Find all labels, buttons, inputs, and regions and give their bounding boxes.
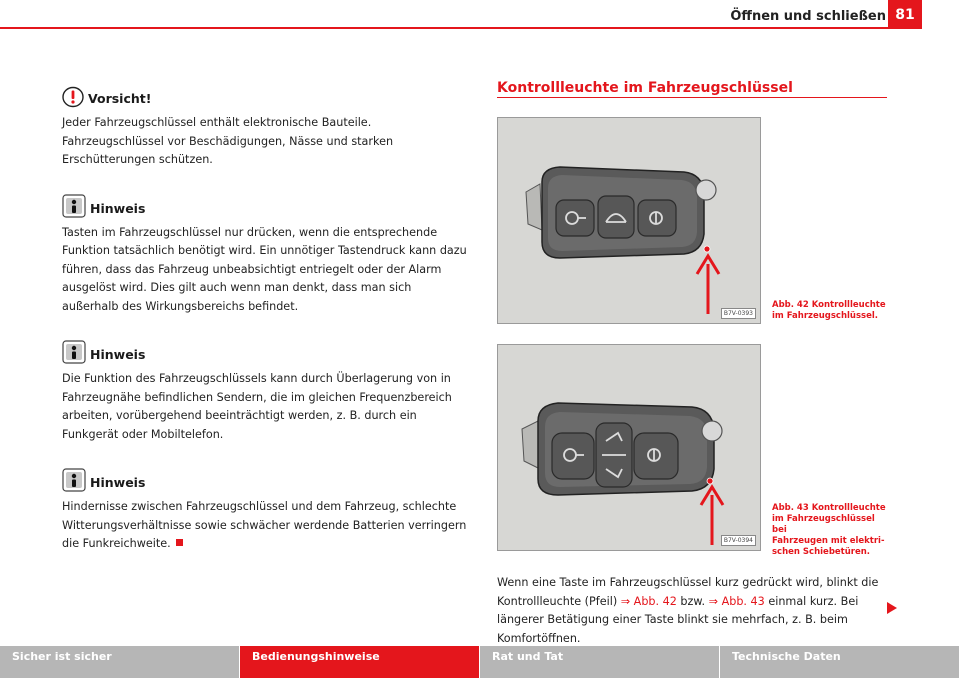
note-text: Tasten im Fahrzeugschlüssel nur drücken, wenn die entsprechende Funktion tatsächlich benötigt wird. Ein unnötiger Tastendruck kann dazu führen, dass das Fahrzeug unbeabsichtigt entriegelt oder der Alarm ausgelöst wird. Dies gilt auch wenn man denkt, dass man sich außerhalb des Wirkungsbereichs befindet. bbox=[62, 225, 467, 313]
caption-line: schen Schiebetüren. bbox=[772, 547, 871, 557]
header-rule bbox=[0, 27, 922, 29]
end-marker-icon bbox=[176, 539, 183, 546]
info-person-icon bbox=[62, 194, 86, 218]
figure-code: B7V-0393 bbox=[721, 308, 756, 319]
footer-tab-rat[interactable]: Rat und Tat bbox=[480, 646, 720, 678]
footer-nav bbox=[0, 646, 960, 678]
triangle-right-icon[interactable] bbox=[886, 602, 898, 614]
caption-line: im Fahrzeugschlüssel. bbox=[772, 311, 879, 321]
body-text: bzw. bbox=[676, 594, 709, 608]
caption-line: Abb. 43 Kontrollleuchte bbox=[772, 503, 886, 513]
figure-42 bbox=[497, 117, 761, 324]
note-title: Vorsicht! bbox=[88, 91, 152, 106]
note-header bbox=[62, 82, 470, 108]
footer-tab-sicher[interactable]: Sicher ist sicher bbox=[0, 646, 240, 678]
caption-line: Fahrzeugen mit elektri- bbox=[772, 536, 885, 546]
caption-line: Abb. 42 Kontrollleuchte bbox=[772, 300, 886, 310]
note-title: Hinweis bbox=[90, 347, 146, 362]
figure-caption bbox=[772, 503, 892, 558]
note-header bbox=[62, 338, 470, 364]
note-header bbox=[62, 466, 470, 492]
car-key-illustration bbox=[498, 118, 761, 324]
note-title: Hinweis bbox=[90, 200, 146, 216]
note-text: Jeder Fahrzeugschlüssel enthält elektronische Bauteile. Fahrzeugschlüssel vor Beschädigungen, Nässe und starken Erschütterungen schützen. bbox=[62, 116, 394, 166]
figure-ref-link[interactable]: ⇒ Abb. 42 bbox=[620, 594, 677, 608]
page-number: 81 bbox=[888, 0, 922, 28]
car-key-illustration bbox=[498, 345, 761, 551]
info-person-icon bbox=[62, 340, 86, 364]
note-text: Die Funktion des Fahrzeugschlüssels kann durch Überlagerung von in Fahrzeugnähe befindlichen Sendern, die im gleichen Frequenzbereich arbeiten, vorübergehend beeinträchtigt werden, z. B. durch ein Funkgerät oder Mobiltelefon. bbox=[62, 372, 452, 441]
caption-line: im Fahrzeugschlüssel bei bbox=[772, 514, 875, 535]
page-header bbox=[0, 0, 960, 30]
page-title: Öffnen und schließen bbox=[730, 9, 886, 24]
body-text: Wenn eine Taste im Fahrzeugschlüssel kurz gedrückt wird, blinkt die Kontrollleuchte (Pfeil) bbox=[497, 576, 879, 608]
body-paragraph bbox=[497, 574, 889, 648]
warning-note bbox=[62, 82, 470, 170]
info-note bbox=[62, 192, 470, 317]
figure-43 bbox=[497, 344, 761, 551]
section-title: Kontrollleuchte im Fahrzeugschlüssel bbox=[497, 80, 793, 96]
figure-caption bbox=[772, 300, 892, 322]
body-text: einmal kurz. Bei längerer Betätigung einer Taste blinkt sie mehrfach, z. B. beim Komfortöffnen. bbox=[497, 594, 859, 645]
figure-code: B7V-0394 bbox=[721, 535, 756, 546]
info-person-icon bbox=[62, 468, 86, 492]
info-note bbox=[62, 466, 470, 554]
note-text-body: Hindernisse zwischen Fahrzeugschlüssel und dem Fahrzeug, schlechte Witterungsverhältnisse sowie schwächer werdende Batterien verringern die Funkreichweite. bbox=[62, 500, 467, 550]
section-rule bbox=[497, 97, 887, 98]
left-column bbox=[62, 82, 470, 576]
figure-ref-link[interactable]: ⇒ Abb. 43 bbox=[708, 594, 765, 608]
exclamation-circle-icon bbox=[62, 86, 84, 108]
footer-tab-bedienung[interactable]: Bedienungshinweise bbox=[240, 646, 480, 678]
note-header bbox=[62, 192, 470, 218]
info-note bbox=[62, 338, 470, 444]
note-text bbox=[62, 498, 470, 554]
footer-tab-technisch[interactable]: Technische Daten bbox=[720, 646, 960, 678]
note-title: Hinweis bbox=[90, 475, 146, 490]
